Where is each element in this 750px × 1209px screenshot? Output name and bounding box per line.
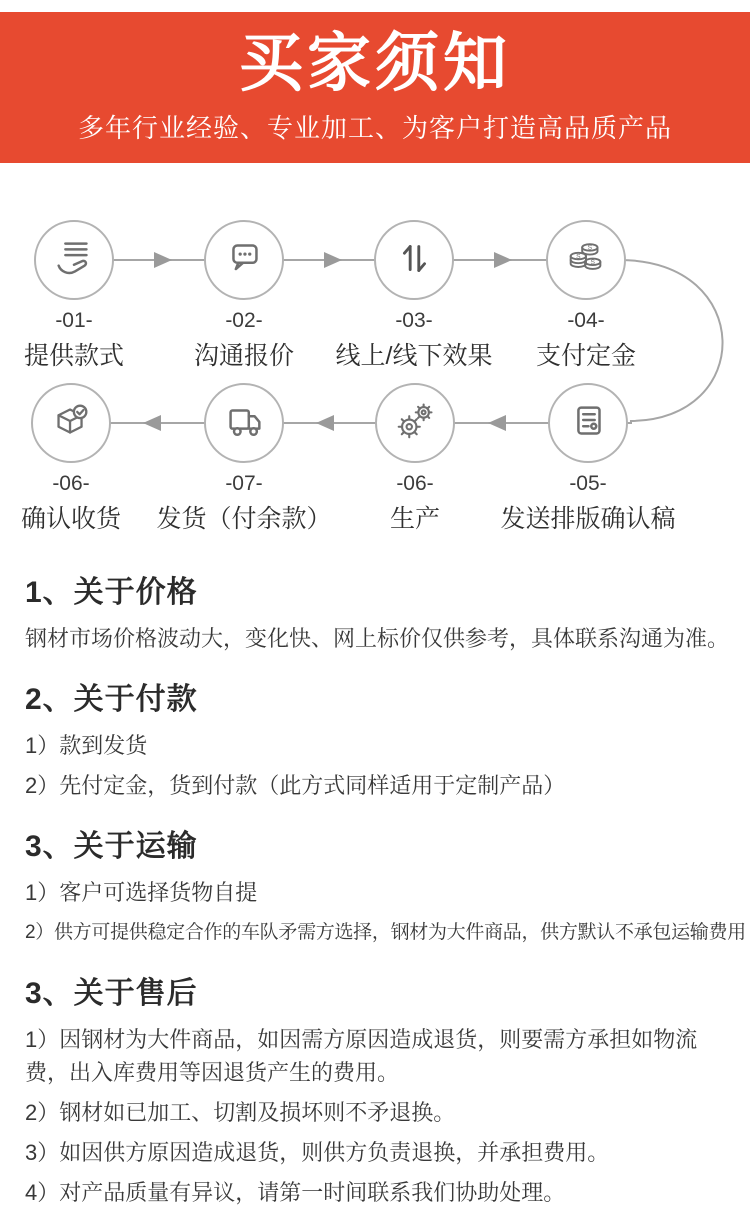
section-price xyxy=(25,567,736,655)
step-circle xyxy=(548,383,628,463)
hand-offer-icon xyxy=(51,235,97,286)
chat-bubble-icon xyxy=(221,235,267,286)
section-heading: 3、关于运输 xyxy=(25,830,198,863)
svg-text:S: S xyxy=(587,244,593,252)
flow-step-send-layout-draft xyxy=(478,383,698,535)
truck-icon xyxy=(221,398,267,449)
section-heading: 3、关于售后 xyxy=(25,977,198,1010)
step-number: -06- xyxy=(52,472,90,495)
section-item: 2）钢材如已加工、切割及损坏则不矛退换。 xyxy=(25,1100,456,1125)
coins-icon xyxy=(563,235,609,286)
step-number: -05- xyxy=(569,472,607,495)
svg-text:S: S xyxy=(590,258,595,266)
step-number: -01- xyxy=(55,309,93,332)
section-shipping xyxy=(25,821,746,949)
step-number: -06- xyxy=(396,472,434,495)
section-item: 1）客户可选择货物自提 xyxy=(25,880,258,905)
section-item: 4）对产品质量有异议，请第一时间联系我们协助处理。 xyxy=(25,1180,566,1205)
section-item: 3）如因供方原因造成退货，则供方负责退换，并承担费用。 xyxy=(25,1140,610,1165)
step-label: 确认收货 xyxy=(20,505,121,533)
section-payment xyxy=(25,674,736,802)
section-item: 2）供方可提供稳定合作的车队矛需方选择，钢材为大件商品，供方默认不承包运输费用 xyxy=(25,922,746,943)
step-number: -02- xyxy=(225,309,263,332)
step-circle xyxy=(34,220,114,300)
section-item: 钢材市场价格波动大，变化快、网上标价仅供参考，具体联系沟通为准。 xyxy=(25,626,730,651)
banner-subtitle: 多年行业经验、专业加工、为客户打造高品质产品 xyxy=(77,113,672,144)
step-circle xyxy=(204,383,284,463)
step-number: -03- xyxy=(395,309,433,332)
gears-icon xyxy=(392,398,438,449)
section-item: 1）因钢材为大件商品，如因需方原因造成退货，则要需方承担如物流费，出入库费用等因退货产生的费用。 xyxy=(25,1027,698,1085)
banner-title: 买家须知 xyxy=(239,27,511,99)
section-heading: 1、关于价格 xyxy=(25,576,198,609)
step-number: -04- xyxy=(567,309,605,332)
swap-arrows-icon xyxy=(391,235,437,286)
process-flow xyxy=(0,163,750,555)
notice-sections xyxy=(0,555,750,1209)
step-circle xyxy=(374,220,454,300)
flow-step-pay-deposit xyxy=(476,220,696,372)
step-circle xyxy=(204,220,284,300)
section-after-sales xyxy=(25,968,736,1209)
step-circle xyxy=(546,220,626,300)
buyer-notice-banner xyxy=(0,12,750,163)
section-item: 2）先付定金，货到付款（此方式同样适用于定制产品） xyxy=(25,773,566,798)
document-icon xyxy=(565,398,611,449)
step-circle xyxy=(375,383,455,463)
step-label: 沟通报价 xyxy=(193,342,294,370)
section-heading: 2、关于付款 xyxy=(25,683,198,716)
package-check-icon xyxy=(48,398,94,449)
step-number: -07- xyxy=(225,472,263,495)
step-label: 发送排版确认稿 xyxy=(500,505,676,533)
step-circle xyxy=(31,383,111,463)
section-item: 1）款到发货 xyxy=(25,733,148,758)
step-label: 支付定金 xyxy=(535,342,636,370)
step-label: 生产 xyxy=(389,505,440,533)
step-label: 发货（付余款） xyxy=(156,505,332,533)
step-label: 线上/线下效果 xyxy=(335,342,493,370)
svg-text:S: S xyxy=(576,252,581,260)
step-label: 提供款式 xyxy=(23,342,124,370)
